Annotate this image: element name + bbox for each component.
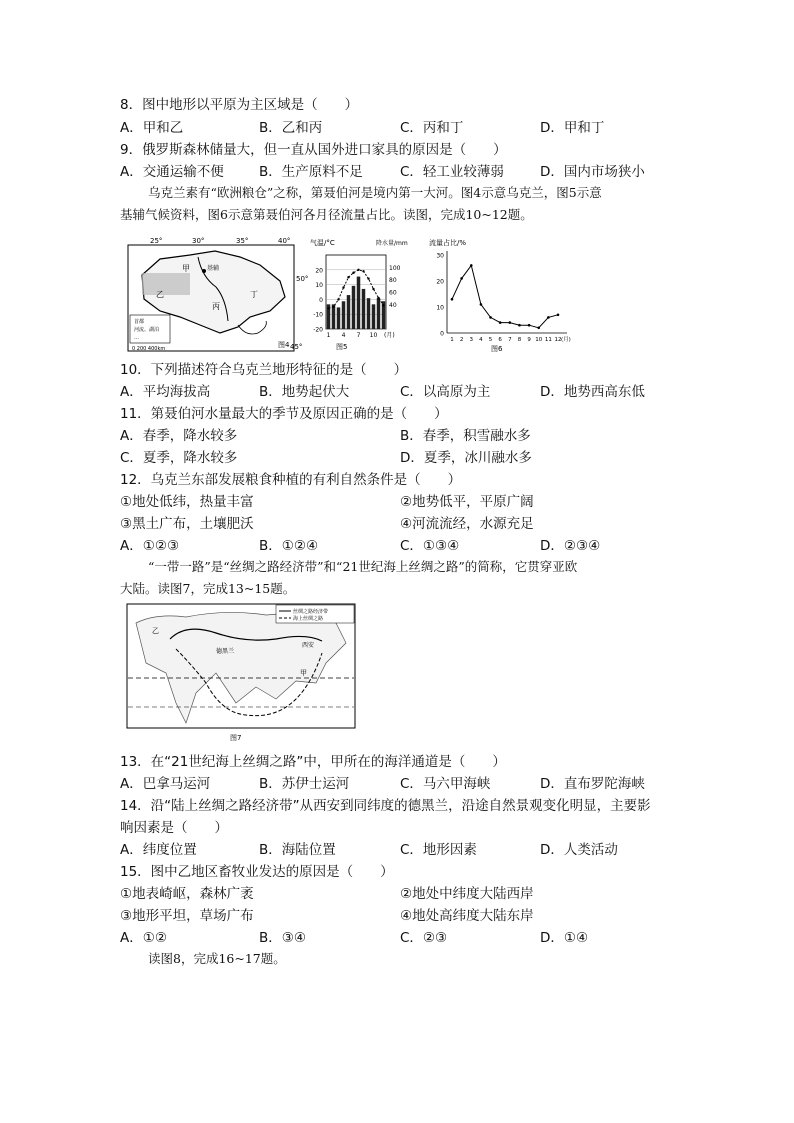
q14-option-c[interactable]: C．地形因素	[400, 842, 477, 858]
fig5-precip-bar	[352, 286, 356, 329]
place-tehran: 德黑兰	[216, 648, 235, 655]
q12-statement-2: ②地势低平，平原广阔	[400, 494, 534, 510]
fig5-temp-point	[372, 288, 374, 290]
fig5-left-tick: 20	[315, 267, 323, 275]
q11-option-a[interactable]: A．春季，降水较多	[120, 428, 238, 444]
q11-option-d[interactable]: D．夏季，冰川融水多	[400, 450, 532, 466]
fig5-temp-point	[357, 269, 359, 271]
q9-stem: 9．俄罗斯森林储量大，但一直从国外进口家具的原因是（ ）	[120, 142, 507, 158]
fig6-y-tick: 30	[436, 252, 444, 260]
intro-ukraine-line1: 乌克兰素有“欧洲粮仓”之称，第聂伯河是境内第一大河。图4示意乌克兰，图5示意	[148, 185, 602, 200]
q8-option-c[interactable]: C．丙和丁	[400, 120, 464, 136]
fig5-precip-bar	[347, 295, 351, 329]
q15-option-d[interactable]: D．①④	[540, 930, 589, 946]
q15-statement-4: ④地处高纬度大陆东岸	[400, 908, 534, 924]
fig6-x-tick: 3	[469, 337, 474, 343]
fig6-runoff-point	[460, 277, 463, 280]
q15-stem: 15．图中乙地区畜牧业发达的原因是（ ）	[120, 864, 394, 880]
q14-stem: 14．沿“陆上丝绸之路经济带”从西安到同纬度的德黑兰，沿途自然景观变化明显，主要影	[120, 798, 651, 814]
fig6-runoff-point	[489, 316, 492, 319]
fig6-x-tick: 9	[527, 337, 531, 343]
fig5-x-tick: 10	[369, 332, 378, 339]
fig6-runoff-point	[499, 321, 502, 324]
fig6-y-title: 流量占比/%	[429, 239, 467, 247]
fig5-right-tick: 60	[389, 289, 397, 297]
fig5-left-tick: 0	[319, 296, 323, 304]
fig5-right-tick: 100	[389, 264, 401, 272]
lon-label-40: 40°	[278, 237, 291, 245]
q12-option-c[interactable]: C．①③④	[400, 538, 460, 554]
q13-option-a[interactable]: A．巴拿马运河	[120, 776, 211, 792]
fig5-precip-bar	[367, 298, 371, 329]
intro-beltroad-line2: 大陆。读图7，完成13~15题。	[120, 581, 296, 596]
q15-option-c[interactable]: C．②③	[400, 930, 448, 946]
q12-statement-4: ④河流流经，水源充足	[400, 516, 534, 532]
fig5-left-tick: 10	[315, 282, 323, 290]
q12-statement-1: ①地处低纬，热量丰富	[120, 494, 254, 510]
fig6-x-tick: 5	[488, 337, 493, 343]
fig6-x-tick: 6	[498, 337, 502, 343]
q14-stem-line2: 响因素是（ ）	[120, 820, 228, 836]
q13-option-d[interactable]: D．直布罗陀海峡	[540, 776, 645, 792]
fig5-left-tick: -10	[313, 311, 323, 319]
fig6-x-tick: 12	[554, 337, 562, 343]
fig6-x-tick: 1	[450, 337, 454, 343]
q12-option-d[interactable]: D．②③④	[540, 538, 601, 554]
q13-option-c[interactable]: C．马六甲海峡	[400, 776, 491, 792]
q15-statement-2: ②地处中纬度大陆西岸	[400, 886, 534, 902]
q10-option-a[interactable]: A．平均海拔高	[120, 384, 211, 400]
figure-5-climate-chart	[306, 237, 418, 355]
place-xian: 西安	[302, 642, 315, 649]
q15-statement-1: ①地表崎岖，森林广袤	[120, 886, 254, 902]
fig6-x-tick: 2	[459, 337, 464, 343]
fig6-x-tick: 11	[544, 337, 552, 343]
fig6-x-tick: 7	[508, 337, 512, 343]
lon-label-30: 30°	[192, 237, 205, 245]
legend-capital: 首都	[134, 319, 145, 325]
fig6-runoff-point	[451, 298, 454, 301]
fig5-temp-point	[367, 277, 369, 279]
q8-option-d[interactable]: D．甲和丁	[540, 120, 605, 136]
q11-option-b[interactable]: B．春季，积雪融水多	[400, 428, 531, 444]
fig6-y-tick: 20	[436, 278, 444, 286]
q13-option-b[interactable]: B．苏伊士运河	[259, 776, 350, 792]
fig5-temp-point	[382, 304, 384, 306]
fig6-runoff-point	[480, 303, 483, 306]
fig5-left-title: 气温/°C	[310, 239, 335, 247]
intro-ukraine-line2: 基辅气候资料，图6示意第聂伯河各月径流量占比。读图，完成10~12题。	[120, 207, 533, 222]
fig5-x-tick: 1	[326, 332, 331, 339]
q15-option-b[interactable]: B．③④	[259, 930, 306, 946]
q15-option-a[interactable]: A．①②	[120, 930, 167, 946]
fig5-temp-point	[377, 297, 379, 299]
fig5-temp-point	[352, 272, 354, 274]
legend-rivers: 河流、湖泊	[134, 327, 160, 333]
fig5-precip-bar	[332, 304, 336, 329]
q11-option-c[interactable]: C．夏季，降水较多	[120, 450, 238, 466]
kyiv-marker	[202, 269, 206, 273]
fig5-temp-line	[329, 270, 384, 308]
fig5-precip-bar	[377, 298, 381, 329]
fig5-precip-bar	[357, 277, 361, 329]
q9-option-a[interactable]: A．交通运输不便	[120, 164, 224, 180]
fig5-temp-point	[332, 306, 334, 308]
fig5-right-tick: 80	[389, 277, 397, 285]
place-kyiv: 基辅	[207, 265, 220, 272]
q14-option-a[interactable]: A．纬度位置	[120, 842, 197, 858]
place-jia: 甲	[182, 264, 190, 273]
fig5-right-tick: 40	[389, 301, 397, 309]
scale-bar: 0 200 400km	[132, 346, 166, 352]
fig4-caption: 图4	[278, 341, 290, 349]
fig6-runoff-point	[509, 321, 512, 324]
fig6-runoff-line	[452, 265, 558, 327]
legend-maritime: 海上丝绸之路	[293, 616, 324, 622]
fig5-precip-bar	[337, 307, 341, 329]
q9-option-d[interactable]: D．国内市场狭小	[540, 164, 645, 180]
lon-label-35: 35°	[236, 237, 249, 245]
fig6-runoff-point	[537, 327, 540, 330]
fig6-runoff-point	[518, 324, 521, 327]
q14-option-b[interactable]: B．海陆位置	[259, 842, 336, 858]
q10-option-c[interactable]: C．以高原为主	[400, 384, 491, 400]
fig6-x-tick: 10	[535, 337, 543, 343]
q10-option-b[interactable]: B．地势起伏大	[259, 384, 350, 400]
fig7-caption: 图7	[230, 734, 242, 742]
q12-stem: 12．乌克兰东部发展粮食种植的有利自然条件是（ ）	[120, 472, 462, 488]
q12-option-b[interactable]: B．①②④	[259, 538, 319, 554]
fig5-temp-point	[342, 286, 344, 288]
intro-fig8: 读图8，完成16~17题。	[148, 951, 286, 966]
q14-option-d[interactable]: D．人类活动	[540, 842, 618, 858]
fig6-x-unit: (月)	[561, 337, 571, 343]
fig5-precip-bar	[362, 289, 366, 329]
q11-stem: 11．第聂伯河水量最大的季节及原因正确的是（ ）	[120, 406, 448, 422]
place-jia: 甲	[300, 669, 307, 677]
figure-7-belt-road-map	[126, 603, 358, 743]
fig5-left-tick: -20	[313, 326, 323, 334]
q10-stem: 10．下列描述符合乌克兰地形特征的是（ ）	[120, 362, 408, 378]
fig5-temp-point	[347, 276, 349, 278]
q15-statement-3: ③地形平坦，草场广布	[120, 908, 254, 924]
place-bing: 丙	[212, 302, 220, 311]
fig5-x-unit: (月)	[384, 332, 395, 339]
fig6-caption: 图6	[491, 345, 503, 353]
fig6-y-tick: 0	[440, 330, 444, 338]
fig5-caption: 图5	[336, 343, 348, 351]
lon-label-25: 25°	[150, 237, 163, 245]
fig6-runoff-point	[547, 316, 550, 319]
fig6-runoff-point	[470, 264, 473, 267]
intro-beltroad-line1: “一带一路”是“丝绸之路经济带”和“21世纪海上丝绸之路”的简称，它贯穿亚欧	[148, 559, 578, 574]
fig6-y-tick: 10	[436, 304, 444, 312]
fig5-temp-point	[337, 298, 339, 300]
place-ding: 丁	[250, 290, 258, 299]
q8-option-b[interactable]: B．乙和丙	[259, 120, 323, 136]
lat-label-50: 50°	[296, 275, 309, 283]
lat-label-45: 45°	[290, 343, 303, 351]
fig6-runoff-point	[528, 324, 531, 327]
place-yi: 乙	[152, 627, 159, 635]
q12-option-a[interactable]: A．①②③	[120, 538, 180, 554]
fig5-x-tick: 4	[341, 332, 346, 339]
fig6-runoff-point	[557, 314, 560, 317]
q10-option-d[interactable]: D．地势西高东低	[540, 384, 645, 400]
fig5-temp-point	[362, 270, 364, 272]
fig5-x-tick: 7	[356, 332, 361, 339]
fig6-x-tick: 4	[479, 337, 483, 343]
q9-option-c[interactable]: C．轻工业较薄弱	[400, 164, 504, 180]
q9-option-b[interactable]: B．生产原料不足	[259, 164, 363, 180]
fig5-right-title: 降水量/mm	[376, 240, 408, 247]
legend-other: …	[134, 335, 139, 341]
q13-stem: 13．在“21世纪海上丝绸之路”中，甲所在的海洋通道是（ ）	[120, 754, 506, 770]
fig5-precip-bar	[372, 304, 376, 329]
place-yi: 乙	[156, 290, 164, 299]
fig5-temp-point	[327, 307, 329, 309]
shaded-region	[142, 273, 190, 295]
q12-statement-3: ③黑土广布，土壤肥沃	[120, 516, 254, 532]
fig6-x-tick: 8	[517, 337, 522, 343]
legend-belt: 丝绸之路经济带	[293, 609, 329, 615]
q8-stem: 8．图中地形以平原为主区域是（ ）	[120, 97, 359, 113]
fig5-precip-bar	[342, 301, 346, 329]
figure-4-ukraine-map	[120, 237, 309, 355]
figure-6-runoff-chart	[425, 237, 575, 355]
q8-option-a[interactable]: A．甲和乙	[120, 120, 184, 136]
